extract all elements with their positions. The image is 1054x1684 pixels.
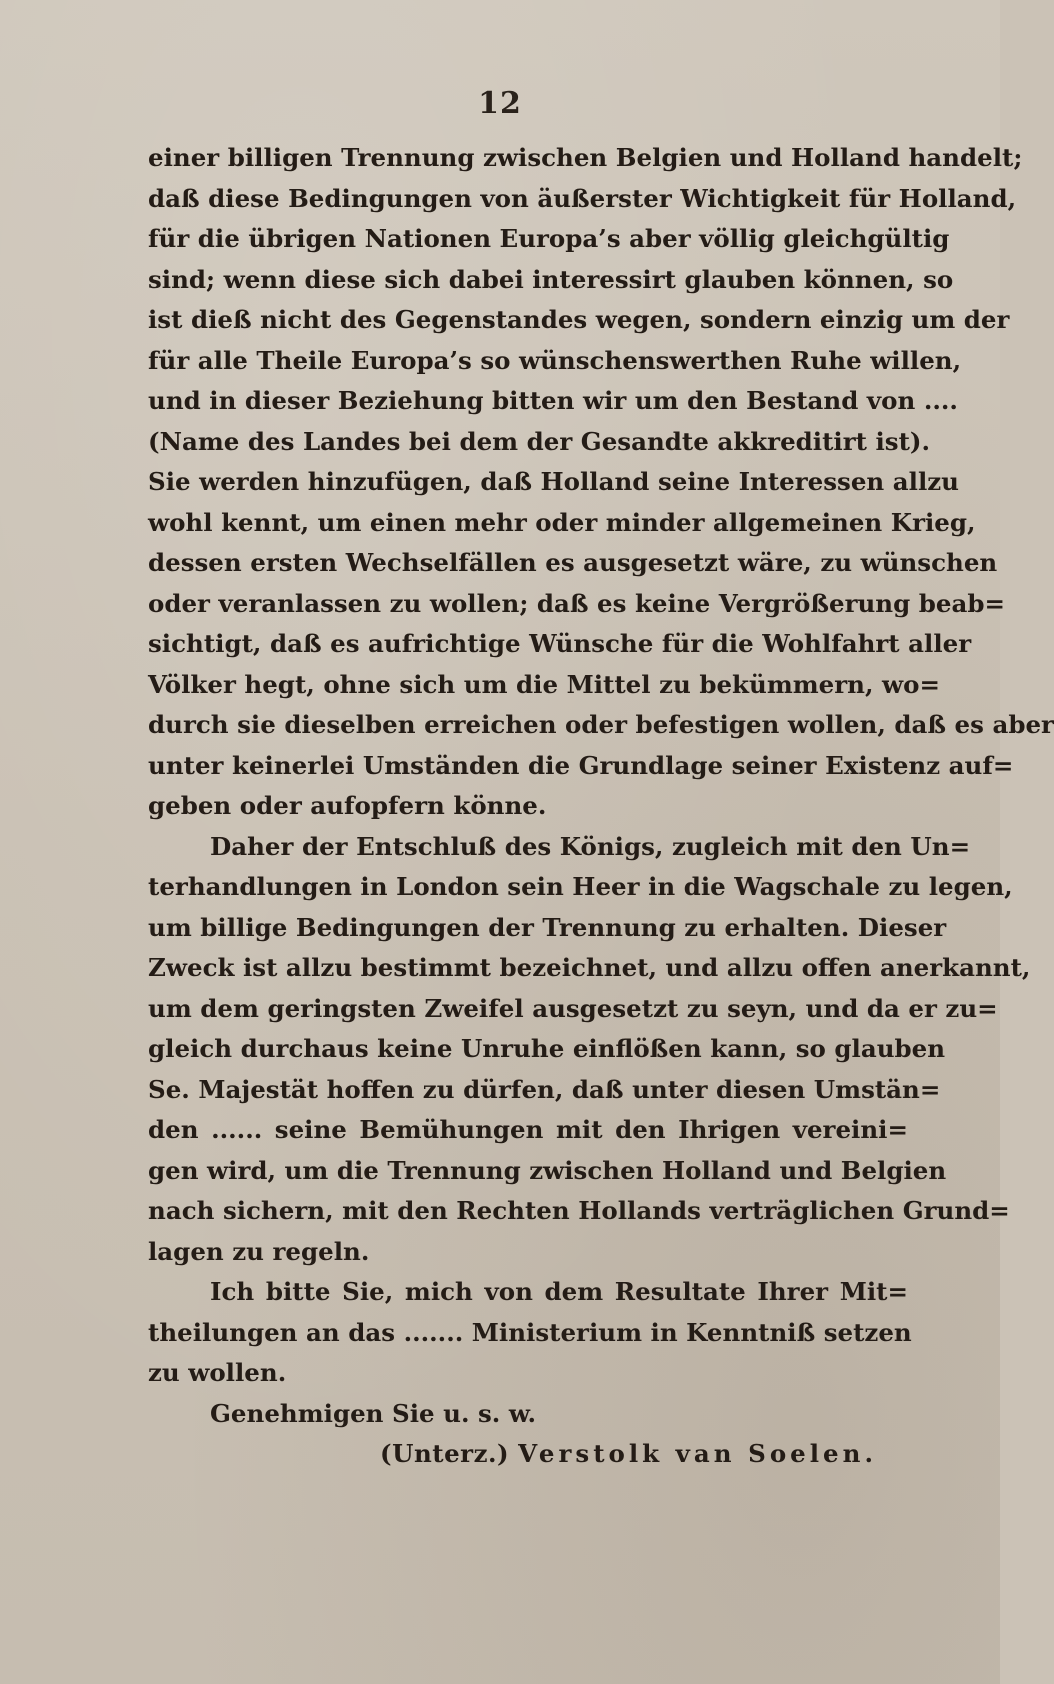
- closing-line: Genehmigen Sie u. s. w.: [210, 1398, 537, 1428]
- text-line: gleich durchaus keine Unruhe einflößen kann, so glauben: [148, 1034, 946, 1063]
- text-line: für die übrigen Nationen Europa’s aber völlig gleichgültig: [148, 224, 950, 253]
- text-line: oder veranlassen zu wollen; daß es keine Vergrößerung beab=: [148, 588, 1006, 618]
- text-line: Völker hegt, ohne sich um die Mittel zu bekümmern, wo=: [148, 669, 941, 699]
- text-line: und in dieser Beziehung bitten wir um den Bestand von ....: [148, 386, 958, 415]
- text-line: terhandlungen in London sein Heer in die Wagschale zu legen,: [148, 872, 1013, 901]
- text-line: Se. Majestät hoffen zu dürfen, daß unter diesen Umstän=: [148, 1074, 941, 1104]
- page-number: 12: [478, 86, 522, 121]
- text-line: wohl kennt, um einen mehr oder minder allgemeinen Krieg,: [148, 507, 976, 537]
- text-line: sind; wenn diese sich dabei interessirt glauben können, so: [148, 264, 954, 294]
- body-text: [148, 138, 1054, 1475]
- text-line: dessen ersten Wechselfällen es ausgesetzt wäre, zu wünschen: [148, 548, 998, 577]
- text-line: gen wird, um die Trennung zwischen Holland und Belgien: [148, 1155, 947, 1185]
- text-line: (Name des Landes bei dem der Gesandte akkreditirt ist).: [148, 426, 931, 456]
- text-line: einer billigen Trennung zwischen Belgien und Holland handelt;: [148, 143, 1023, 172]
- text-line: für alle Theile Europa’s so wünschenswerthen Ruhe willen,: [148, 345, 962, 375]
- text-line: den ...... seine Bemühungen mit den Ihrigen vereini=: [148, 1115, 908, 1144]
- text-line: theilungen an das ....... Ministerium in Kenntniß setzen: [148, 1317, 912, 1347]
- text-line: um dem geringsten Zweifel ausgesetzt zu seyn, und da er zu=: [148, 993, 998, 1023]
- text-line: Sie werden hinzufügen, daß Holland seine Interessen allzu: [148, 467, 959, 496]
- text-line: um billige Bedingungen der Trennung zu erhalten. Dieser: [148, 912, 947, 942]
- text-line: durch sie dieselben erreichen oder befestigen wollen, daß es aber: [148, 710, 1054, 739]
- text-line: Ich bitte Sie, mich von dem Resultate Ihrer Mit=: [210, 1277, 908, 1306]
- text-line: daß diese Bedingungen von äußerster Wichtigkeit für Holland,: [148, 183, 1017, 213]
- text-line: Zweck ist allzu bestimmt bezeichnet, und allzu offen anerkannt,: [148, 953, 1031, 982]
- signature-line: [148, 1434, 908, 1475]
- text-line: geben oder aufopfern könne.: [148, 791, 547, 820]
- text-line: Daher der Entschluß des Königs, zugleich mit den Un=: [210, 831, 971, 861]
- text-line: ist dieß nicht des Gegenstandes wegen, sondern einzig um der: [148, 305, 1010, 334]
- signature-prefix: (Unterz.): [380, 1439, 510, 1468]
- text-line: sichtigt, daß es aufrichtige Wünsche für die Wohlfahrt aller: [148, 629, 972, 658]
- text-line: nach sichern, mit den Rechten Hollands verträglichen Grund=: [148, 1196, 1010, 1225]
- text-line: zu wollen.: [148, 1358, 287, 1387]
- signature-name: Verstolk van Soelen.: [518, 1439, 877, 1468]
- text-line: lagen zu regeln.: [148, 1236, 370, 1266]
- text-line: unter keinerlei Umständen die Grundlage seiner Existenz auf=: [148, 750, 1014, 780]
